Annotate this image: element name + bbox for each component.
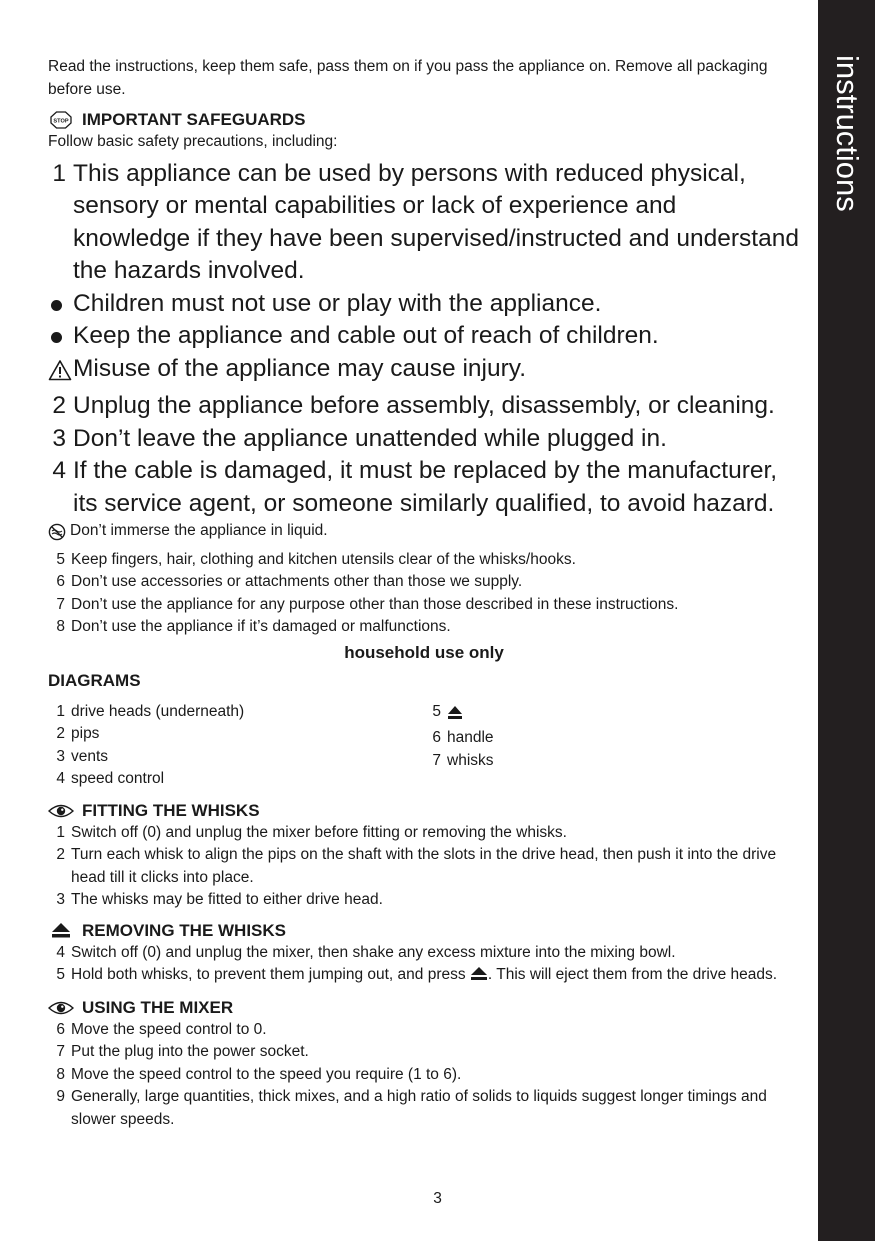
fitting-heading <box>48 800 800 822</box>
step-item: 7 Put the plug into the power socket. <box>56 1043 309 1060</box>
item-text: Keep fingers, hair, clothing and kitchen utensils clear of the whisks/hooks. <box>71 550 576 568</box>
large-list-item <box>48 158 800 288</box>
removing-list <box>48 942 800 989</box>
step-item: 3 The whisks may be fitted to either drive head. <box>56 891 383 908</box>
legend-item: 5 <box>424 701 800 728</box>
step-item: 9 Generally, large quantities, thick mixes, and a high ratio of solids to liquids suggest longer timings and slower speeds. <box>56 1088 767 1128</box>
legend-item: 7 whisks <box>432 751 494 769</box>
step-item: 6 Move the speed control to 0. <box>56 1020 267 1038</box>
large-list-item <box>48 288 800 321</box>
legend-item: 1 drive heads (underneath) <box>56 702 245 720</box>
eject-icon <box>470 966 488 989</box>
large-list-item <box>48 455 800 520</box>
item-text: Don’t immerse the appliance in liquid. <box>70 522 328 539</box>
page-content <box>48 56 800 1131</box>
intro-text: Read the instructions, keep them safe, pass them on if you pass the appliance on. Remove all packaging before use. <box>48 58 768 98</box>
small-list-item <box>48 594 800 617</box>
removing-title: REMOVING THE WHISKS <box>82 920 287 940</box>
diagram-legend <box>48 701 800 791</box>
item-number: 3 <box>52 424 66 452</box>
large-safety-list <box>48 158 800 521</box>
no-immerse-item <box>48 520 800 549</box>
fitting-title: FITTING THE WHISKS <box>82 800 260 820</box>
safeguards-subtitle: Follow basic safety precautions, including: <box>48 133 338 150</box>
eject-icon <box>447 701 463 728</box>
item-text: Children must not use or play with the appliance. <box>73 289 602 317</box>
large-list-item <box>48 390 800 423</box>
large-list-item <box>48 423 800 456</box>
legend-item: 6 handle <box>432 729 494 746</box>
item-number: 2 <box>52 392 66 419</box>
eye-icon <box>48 802 74 820</box>
using-list <box>48 1019 800 1132</box>
diagram-legend-left <box>48 701 424 791</box>
legend-item: 4 speed control <box>56 770 165 787</box>
page-number: 3 <box>433 1190 442 1207</box>
eye-icon <box>48 999 74 1017</box>
step-item: 5 Hold both whisks, to prevent them jumping out, and press . This will eject them from the drive heads. <box>48 964 800 989</box>
sidebar-label <box>830 55 865 245</box>
small-list-item <box>48 549 800 572</box>
item-text: Don’t use the appliance for any purpose other than those described in these instructions. <box>71 595 679 613</box>
fitting-list <box>48 822 800 912</box>
step-item: 1 Switch off (0) and unplug the mixer before fitting or removing the whisks. <box>56 823 567 841</box>
item-number: 8 <box>56 618 65 635</box>
item-text: This appliance can be used by persons with reduced physical, sensory or mental capabilities or lack of experience and knowledge if they have been supervised/instructed and understand the hazards involved. <box>73 159 799 284</box>
stop-icon <box>48 111 74 129</box>
removing-heading <box>48 920 800 942</box>
item-text: Keep the appliance and cable out of reach of children. <box>73 322 659 349</box>
diagram-legend-right <box>424 701 800 791</box>
no-immerse-icon <box>48 520 66 549</box>
item-number: 6 <box>56 573 65 590</box>
item-number: 7 <box>56 595 65 613</box>
stop-icon-text: STOP <box>53 118 69 125</box>
safeguards-heading <box>48 109 800 131</box>
item-text: Don’t use the appliance if it’s damaged or malfunctions. <box>71 618 451 635</box>
safeguards-title: IMPORTANT SAFEGUARDS <box>82 110 306 129</box>
using-heading <box>48 997 800 1019</box>
item-text: Don’t use accessories or attachments other than those we supply. <box>71 573 523 590</box>
sidebar-label-text: instructions <box>830 55 865 212</box>
large-list-item <box>48 353 800 391</box>
item-number: 1 <box>52 159 66 187</box>
using-title: USING THE MIXER <box>82 997 234 1017</box>
item-number: 5 <box>56 550 65 568</box>
small-list-item <box>48 571 800 594</box>
small-list-item <box>48 616 800 639</box>
item-text: Misuse of the appliance may cause injury. <box>73 354 527 382</box>
household-use-note: household use only <box>344 642 504 662</box>
legend-item: 2 pips <box>56 725 100 742</box>
item-text: If the cable is damaged, it must be replaced by the manufacturer, its service agent, or someone similarly qualified, to avoid hazard. <box>73 457 778 517</box>
item-number: 4 <box>52 457 66 484</box>
item-text: Don’t leave the appliance unattended while plugged in. <box>73 424 667 452</box>
warning-icon <box>48 353 73 391</box>
item-text: Unplug the appliance before assembly, disassembly, or cleaning. <box>73 392 775 419</box>
step-item: 8 Move the speed control to the speed you require (1 to 6). <box>56 1065 462 1083</box>
small-safety-list <box>48 520 800 639</box>
eject-icon <box>48 922 74 940</box>
step-item: 4 Switch off (0) and unplug the mixer, then shake any excess mixture into the mixing bowl. <box>56 943 676 961</box>
diagrams-heading: DIAGRAMS <box>48 670 141 690</box>
step-item: 2 Turn each whisk to align the pips on the shaft with the slots in the drive head, then push it into the drive head till it clicks into place. <box>56 846 777 886</box>
bullet-icon <box>51 300 62 311</box>
large-list-item <box>48 320 800 353</box>
bullet-icon <box>51 332 62 343</box>
legend-item: 3 vents <box>56 747 109 765</box>
